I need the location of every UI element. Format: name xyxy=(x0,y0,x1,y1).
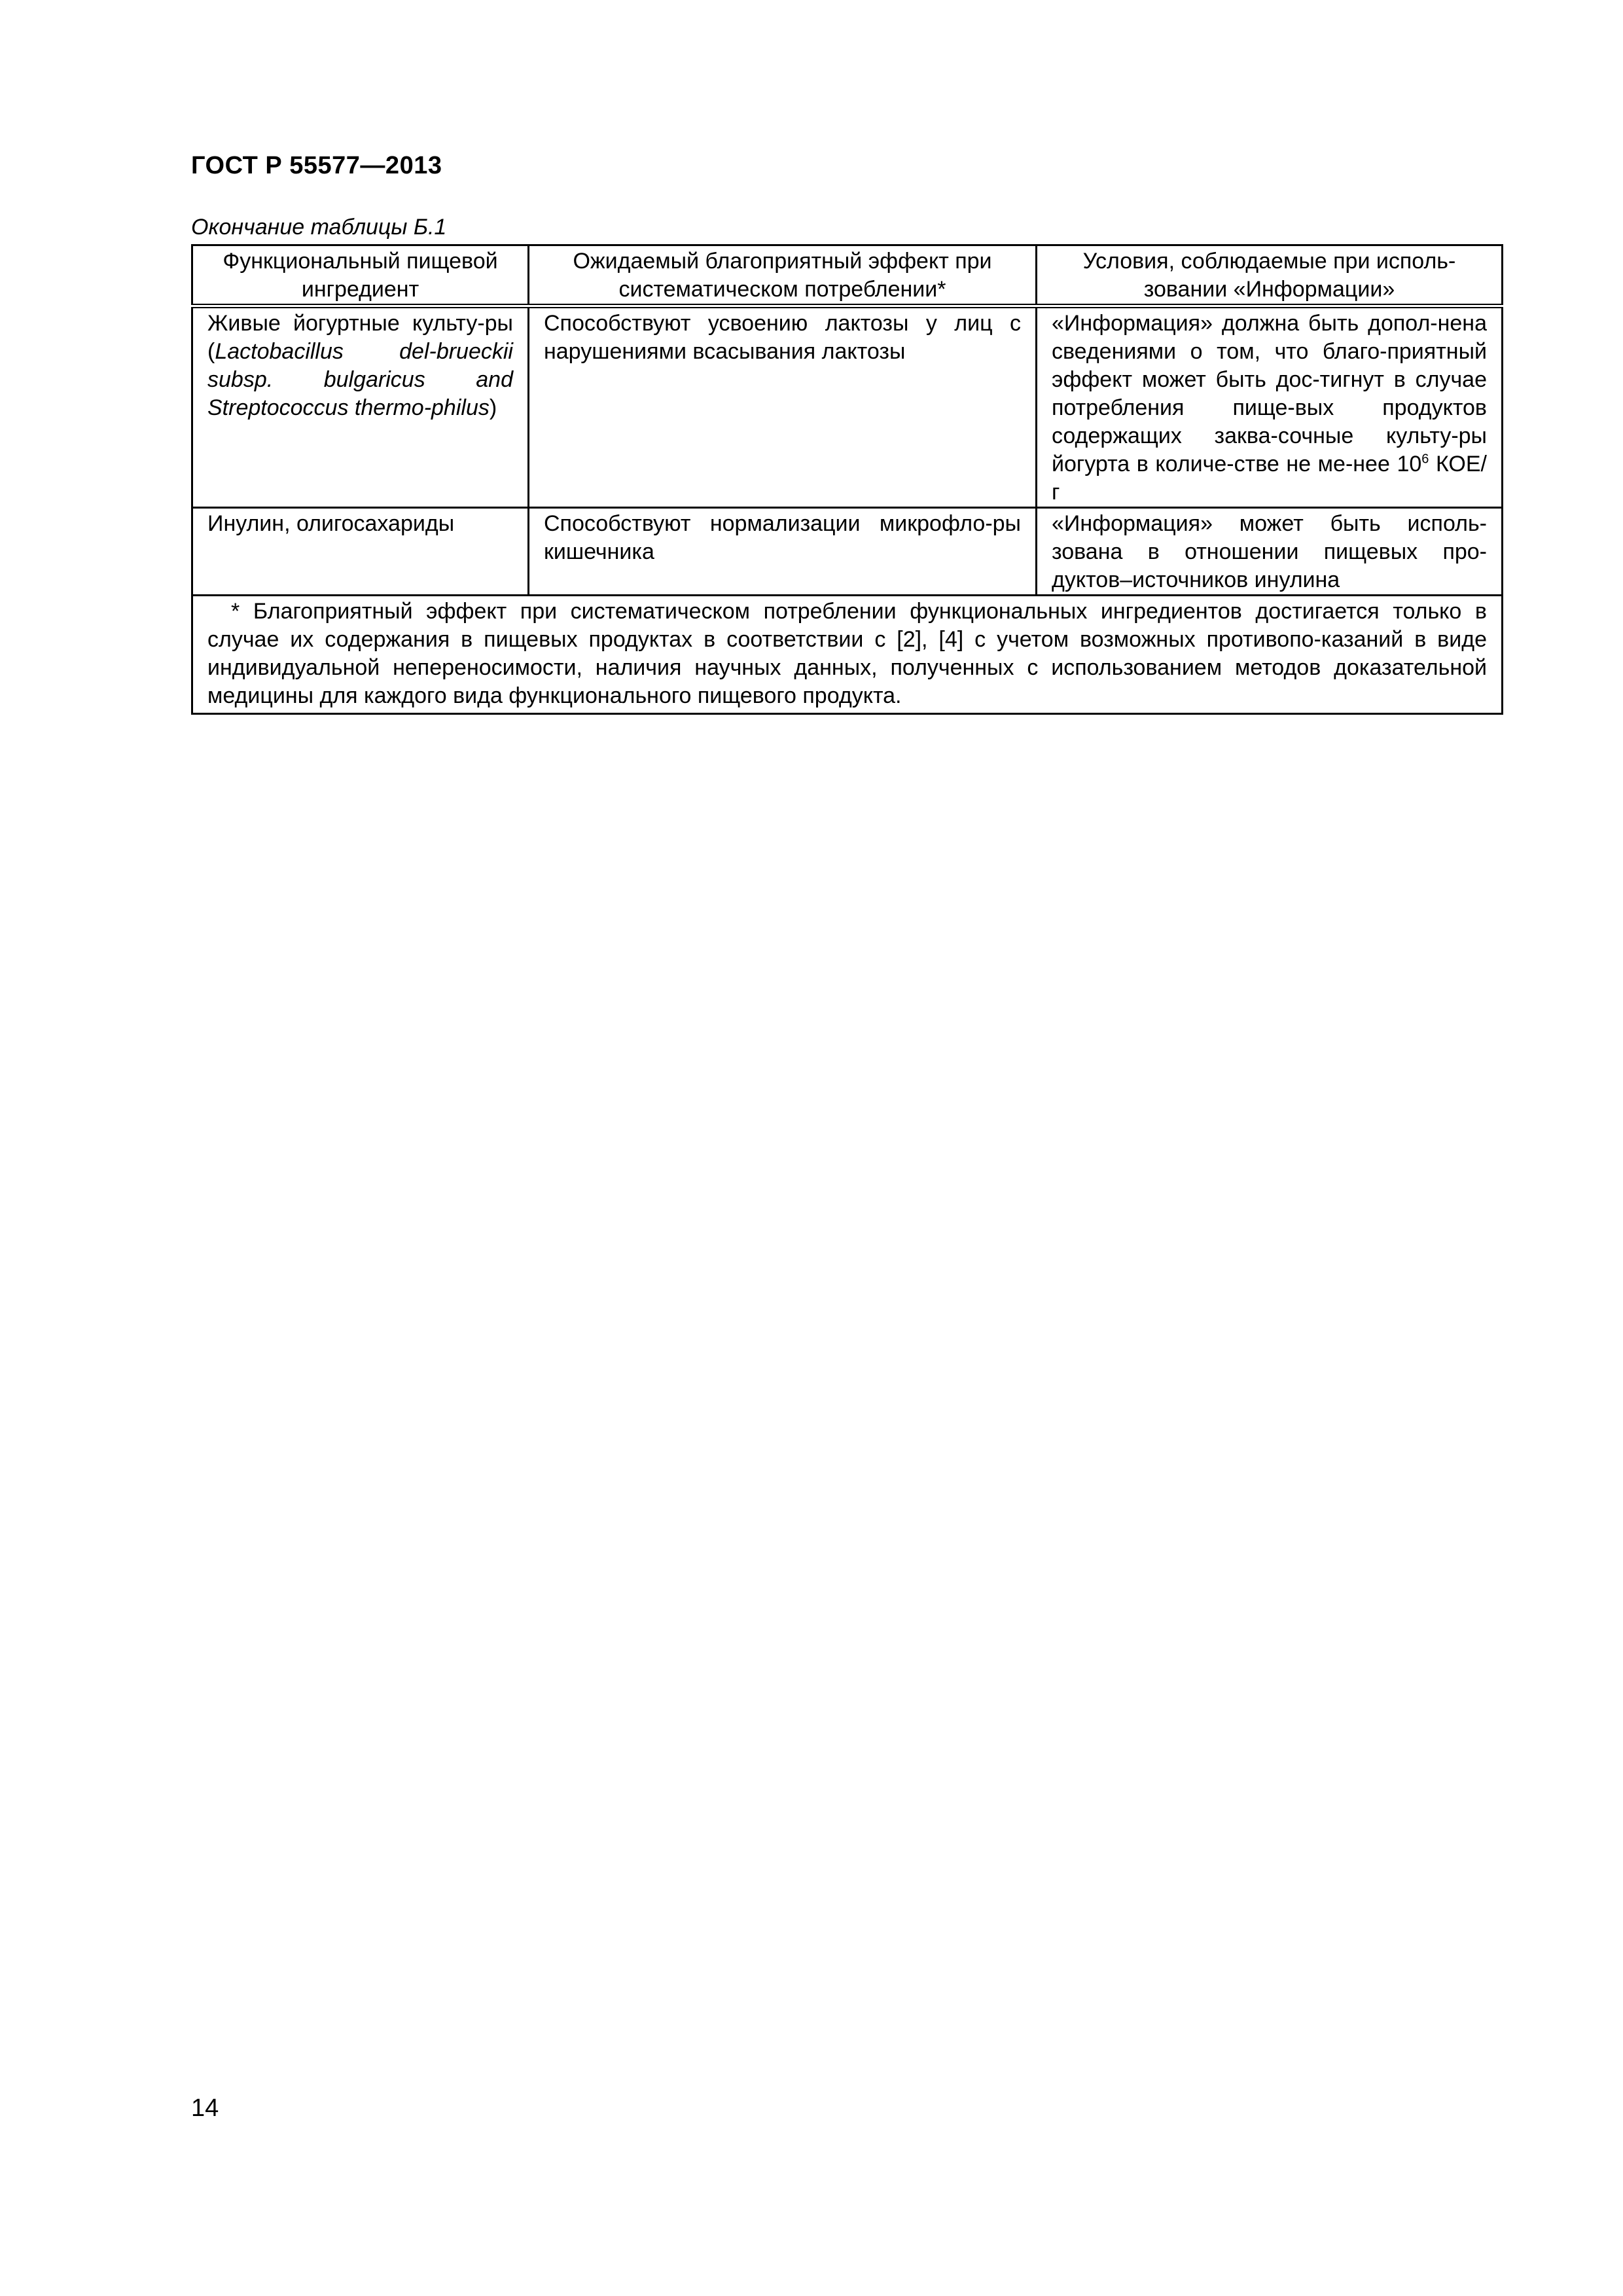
footnote-text: * Благоприятный эффект при систематическом потреблении функциональных ингредиентов достигается только в случае их содержания в пищевых продуктах в соответствии с [2], [4] с учетом возможных противопо-казаний в виде индивидуальной непереносимости, наличия научных данных, полученных с использованием методов доказательной медицины для каждого вида функционального пищевого продукта. xyxy=(207,599,1487,708)
cell-effect: Способствуют нормализации микрофло-ры кишечника xyxy=(529,508,1037,596)
condition-unit: КОЕ/г xyxy=(1052,452,1487,505)
table-footnote xyxy=(192,596,1503,714)
document-header: ГОСТ Р 55577—2013 xyxy=(191,152,442,179)
column-header-conditions: Условия, соблюдаемые при исполь-зовании «Информации» xyxy=(1037,245,1503,306)
ingredient-text: ) xyxy=(489,395,497,420)
table-footnote-row xyxy=(192,596,1503,714)
column-header-ingredient: Функциональный пищевой ингредиент xyxy=(192,245,529,306)
ingredient-text: Живые йогуртные культу-ры ( xyxy=(207,311,513,364)
cell-conditions xyxy=(1037,306,1503,508)
table-row xyxy=(192,508,1503,596)
cell-effect: Способствуют усвоению лактозы у лиц с нарушениями всасывания лактозы xyxy=(529,306,1037,508)
ingredient-latin-name: Lactobacillus del-brueckii subsp. bulgaricus xyxy=(207,339,513,392)
condition-exponent: 6 xyxy=(1421,452,1429,467)
cell-ingredient: Инулин, олигосахариды xyxy=(192,508,529,596)
condition-text: «Информация» должна быть допол-нена сведениями о том, что благо-приятный эффект может быть дос-тигнут в случае потребления пище-вых продуктов содержащих заква-сочные культу-ры йогурта в количе-стве не ме-нее 10 xyxy=(1052,311,1487,476)
functional-ingredients-table xyxy=(191,244,1503,715)
cell-conditions: «Информация» может быть исполь-зована в отношении пищевых про-дуктов–источников инулина xyxy=(1037,508,1503,596)
table-header-row xyxy=(192,245,1503,306)
page-number: 14 xyxy=(191,2094,219,2122)
ingredient-spacer xyxy=(425,367,476,392)
cell-ingredient xyxy=(192,306,529,508)
table-row xyxy=(192,306,1503,508)
ingredient-latin-name: and Streptococcus thermo-philus xyxy=(207,367,513,420)
table-caption: Окончание таблицы Б.1 xyxy=(191,215,447,240)
column-header-effect: Ожидаемый благоприятный эффект при систематическом потреблении* xyxy=(529,245,1037,306)
